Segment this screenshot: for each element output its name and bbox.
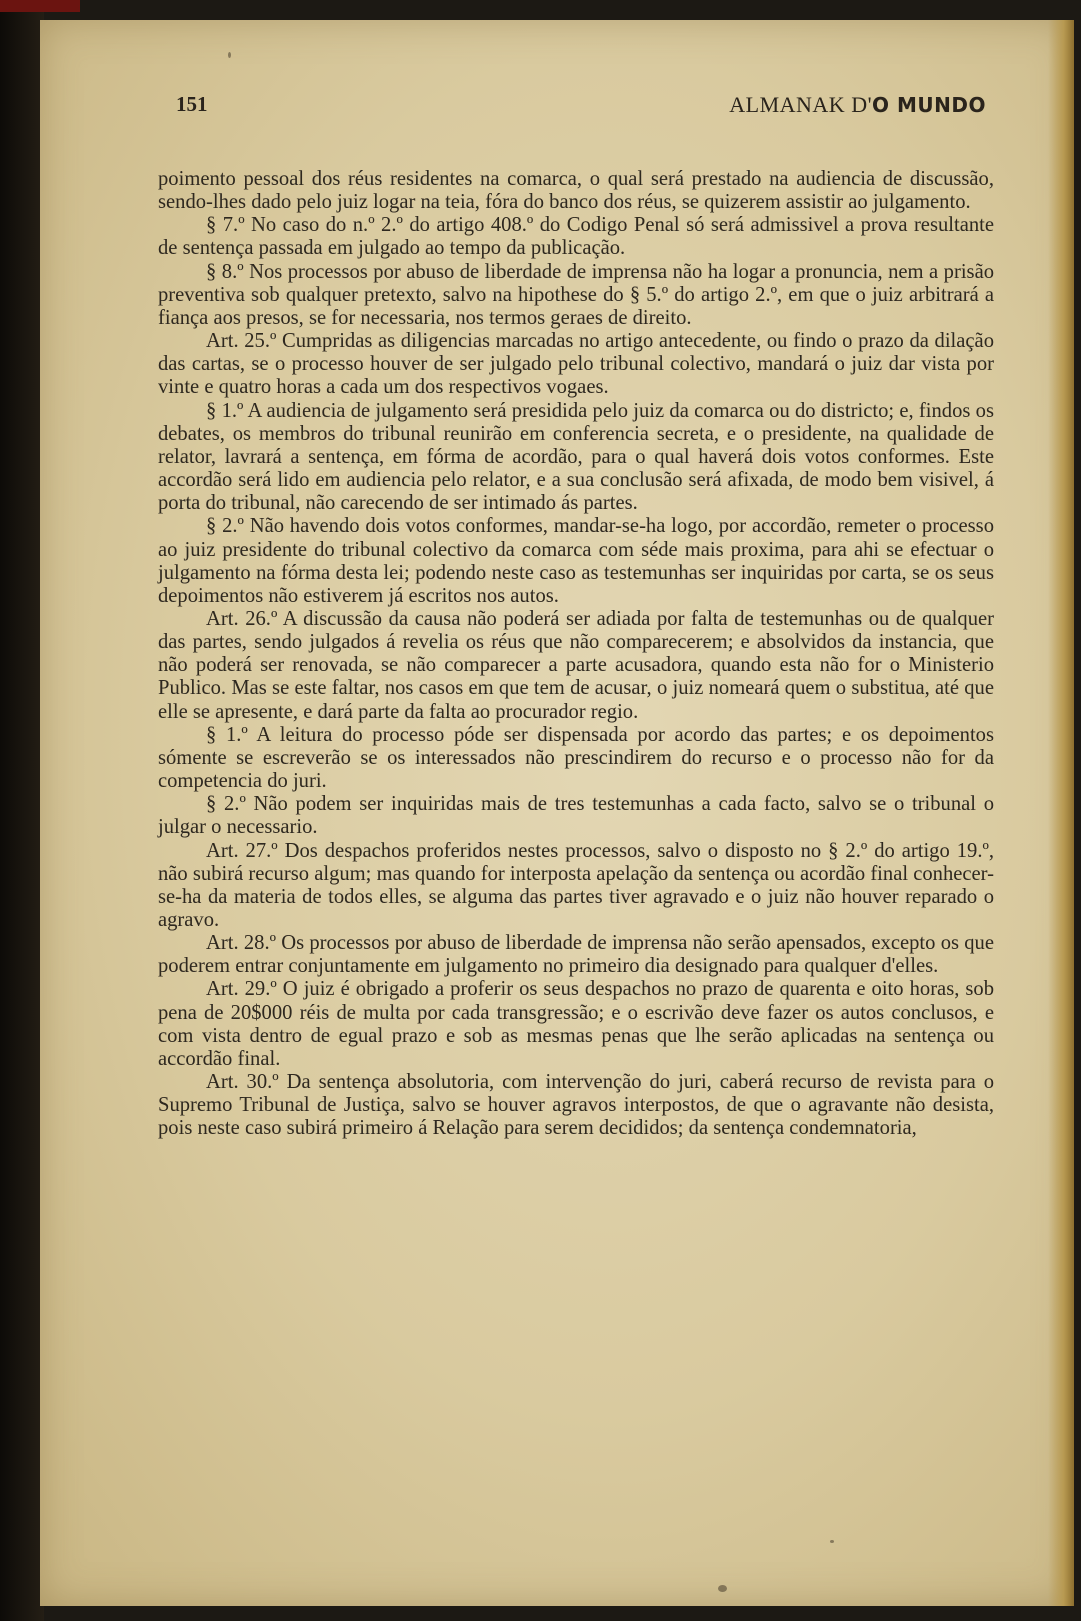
paragraph: § 2.º Não havendo dois votos conformes, mandar-se-ha logo, por accordão, remeter o processo ao juiz presidente do tribunal colectivo da comarca com séde mais proxima, para ahi se efectuar o julgamento na fórma desta lei; podendo neste caso as testemunhas ser inquiridas por carta, se os seus depoimentos não estiverem já escritos nos autos. bbox=[158, 515, 994, 607]
paper-speck bbox=[228, 52, 231, 58]
paragraph: Art. 30.º Da sentença absolutoria, com intervenção do juri, caberá recurso de revista para o Supremo Tribunal de Justiça, salvo se houver agravos interpostos, de que o agravante não desista, pois neste caso subirá primeiro á Relação para serem decididos; da sentença condemnatoria, bbox=[158, 1071, 994, 1140]
page-edge bbox=[1048, 20, 1074, 1606]
paragraph: Art. 26.º A discussão da causa não poderá ser adiada por falta de testemunhas ou de qualquer das partes, sendo julgados á revelia os réus que não comparecerem; e absolvidos da instancia, que não poderá ser renovada, se não comparecer a parte acusadora, quando esta não for o Ministerio Publico. Mas se este faltar, nos casos em que tem de acusar, o juiz nomeará quem o substitua, até que elle se apresente, e dará parte da falta ao procurador regio. bbox=[158, 607, 994, 723]
running-head bbox=[729, 92, 986, 118]
paragraph: § 8.º Nos processos por abuso de liberdade de imprensa não ha logar a pronuncia, nem a prisão preventiva sob qualquer pretexto, salvo na hipothese do § 5.º do artigo 2.º, em que o juiz arbitrará a fiança aos presos, se for necessaria, nos termos geraes de direito. bbox=[158, 260, 994, 329]
body-text bbox=[158, 168, 994, 1141]
page-number: 151 bbox=[176, 92, 208, 116]
paragraph: Art. 27.º Dos despachos proferidos nestes processos, salvo o disposto no § 2.º do artigo 19.º, não subirá recurso algum; mas quando for interposta apelação da sentença ou acordão final conhecer-se-ha da materia de todos elles, se alguma das partes tiver agravado e o juiz não houver reparado o agravo. bbox=[158, 839, 994, 931]
paragraph: § 7.º No caso do n.º 2.º do artigo 408.º do Codigo Penal só será admissivel a prova resultante de sentença passada em julgado ao tempo da publicação. bbox=[158, 214, 994, 260]
binding-tab bbox=[0, 0, 80, 12]
paragraph: § 2.º Não podem ser inquiridas mais de tres testemunhas a cada facto, salvo se o tribunal o julgar o necessario. bbox=[158, 793, 994, 839]
running-head-suffix: O MUNDO bbox=[872, 93, 986, 117]
paper-speck bbox=[718, 1585, 727, 1592]
binding-shadow bbox=[0, 0, 44, 1621]
paragraph: Art. 25.º Cumpridas as diligencias marcadas no artigo antecedente, ou findo o prazo da dilação das cartas, se o processo houver de ser julgado pelo tribunal colectivo, mandará o juiz dar vista por vinte e quatro horas a cada um dos respectivos vogaes. bbox=[158, 330, 994, 399]
paragraph: poimento pessoal dos réus residentes na comarca, o qual será prestado na audiencia de discussão, sendo-lhes dado pelo juiz logar na teia, fóra do banco dos réus, se quizerem assistir ao julgamento. bbox=[158, 168, 994, 214]
running-head-prefix: ALMANAK D' bbox=[729, 92, 873, 117]
page-header bbox=[176, 92, 986, 122]
paper-speck bbox=[830, 1540, 834, 1543]
paragraph: § 1.º A audiencia de julgamento será presidida pelo juiz da comarca ou do districto; e, findos os debates, os membros do tribunal reunirão em conferencia secreta, e o presidente, na qualidade de relator, lavrará a sentença, em fórma de acordão, para o qual haverá dois votos conformes. Este accordão será lido em audiencia pelo relator, e a sua conclusão será afixada, de modo bem visivel, á porta do tribunal, não carecendo de ser intimado ás partes. bbox=[158, 399, 994, 515]
paragraph: Art. 29.º O juiz é obrigado a proferir os seus despachos no prazo de quarenta e oito horas, sob pena de 20$000 réis de multa por cada transgressão; e o escrivão deve fazer os autos conclusos, e com vista dentro de egual prazo e sob as mesmas penas que lhe serão aplicadas na sentença ou accordão final. bbox=[158, 978, 994, 1070]
paragraph: Art. 28.º Os processos por abuso de liberdade de imprensa não serão apensados, excepto os que poderem entrar conjuntamente em julgamento no primeiro dia designado para qualquer d'elles. bbox=[158, 932, 994, 978]
paragraph: § 1.º A leitura do processo póde ser dispensada por acordo das partes; e os depoimentos sómente se escreverão se os interessados não prescindirem do recurso e o processo não for da competencia do juri. bbox=[158, 723, 994, 793]
